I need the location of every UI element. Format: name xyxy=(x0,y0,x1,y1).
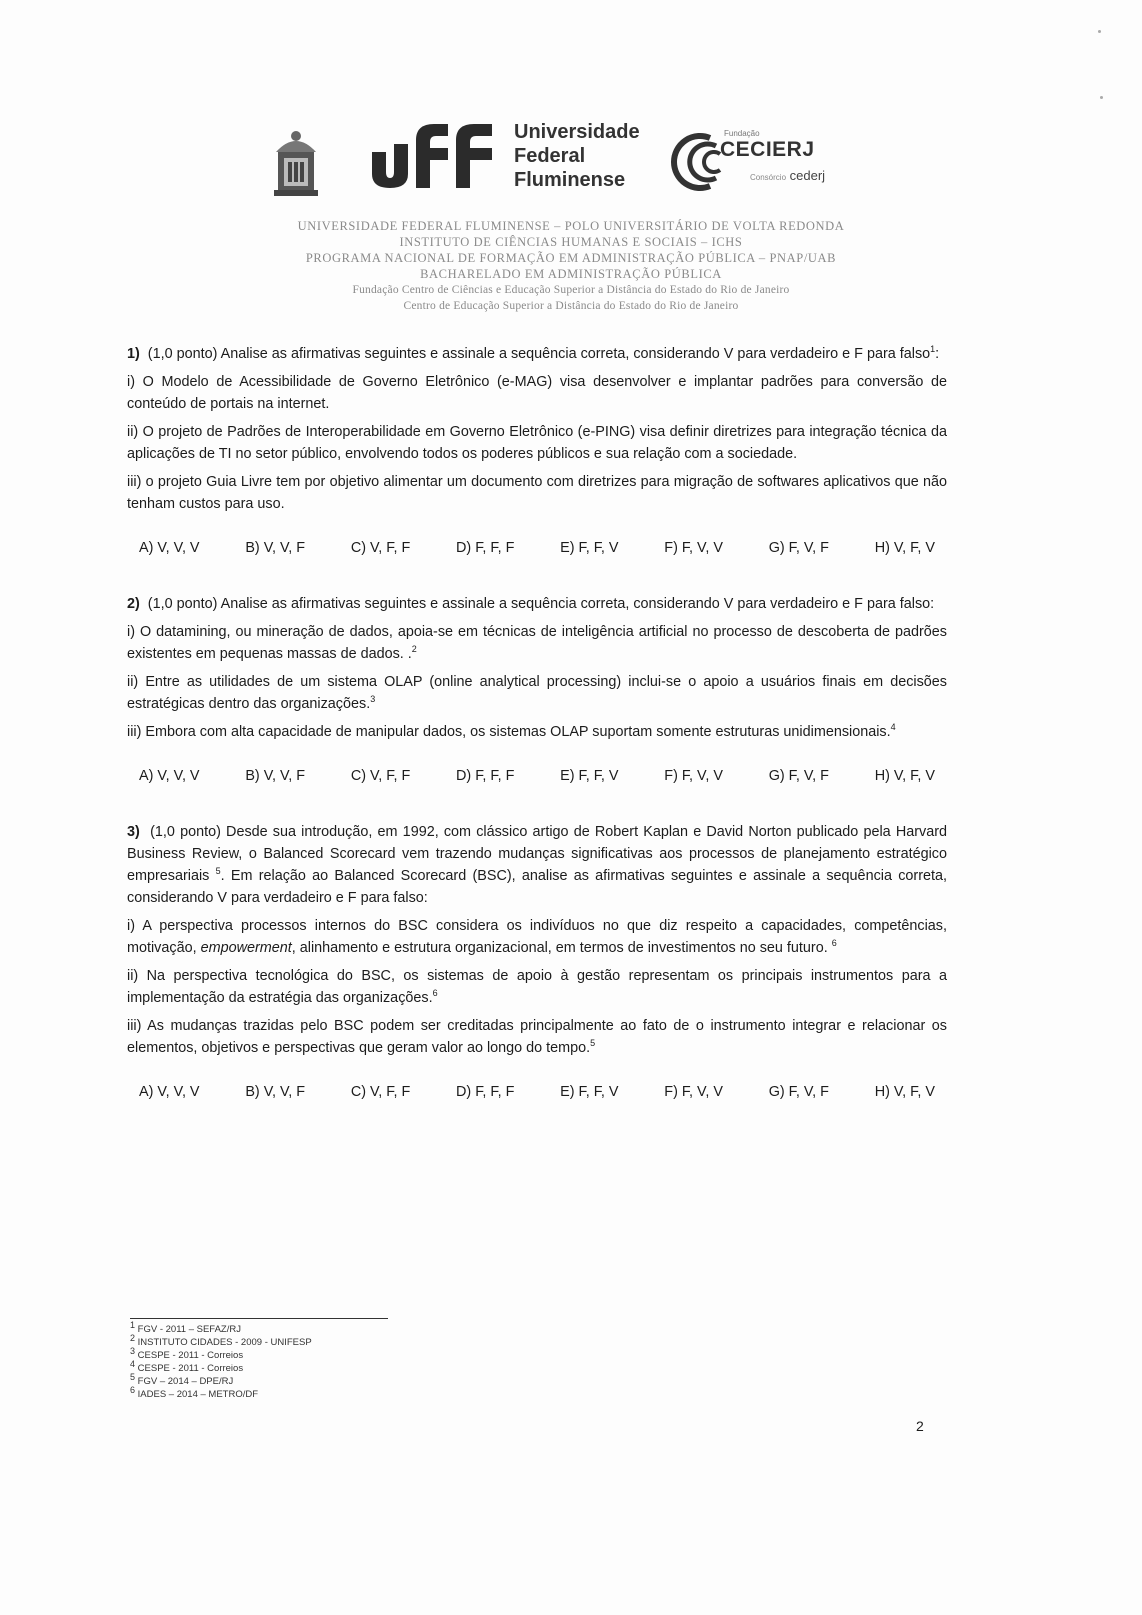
question-intro-text: (1,0 ponto) Analise as afirmativas seguintes e assinale a sequência correta, considerando V para verdadeiro e F para falso: xyxy=(147,596,935,612)
answer-options xyxy=(127,1081,947,1103)
cederj-prefix: Consórcio xyxy=(750,173,787,182)
footnote xyxy=(130,1345,312,1362)
option-d[interactable]: D) F, F, F xyxy=(456,768,515,784)
option-e[interactable]: E) F, F, V xyxy=(560,1084,619,1100)
statement xyxy=(127,471,947,515)
statement xyxy=(127,915,947,959)
institution-line: UNIVERSIDADE FEDERAL FLUMINENSE – POLO UNIVERSITÁRIO DE VOLTA REDONDA xyxy=(297,219,845,233)
university-name-line: Universidade xyxy=(514,121,640,143)
question-2 xyxy=(127,593,947,787)
footnote-ref: 3 xyxy=(370,694,376,705)
option-f[interactable]: F) F, V, V xyxy=(664,768,723,784)
footnote-ref: 5 xyxy=(215,866,221,877)
option-a[interactable]: A) V, V, V xyxy=(139,540,200,556)
option-f[interactable]: F) F, V, V xyxy=(664,1084,723,1100)
option-g[interactable]: G) F, V, F xyxy=(768,768,829,784)
option-c[interactable]: C) V, F, F xyxy=(350,1084,411,1100)
institution-line: PROGRAMA NACIONAL DE FORMAÇÃO EM ADMINISTRAÇÃO PÚBLICA – PNAP/UAB xyxy=(305,251,837,265)
footnote-ref: 6 xyxy=(831,938,837,949)
university-name-line: Federal xyxy=(514,145,586,167)
option-h[interactable]: H) V, F, V xyxy=(874,540,935,556)
statement xyxy=(127,1015,947,1059)
cecierj-name: CECIERJ xyxy=(720,138,815,161)
question-intro xyxy=(127,821,947,909)
uff-logo-icon xyxy=(352,118,504,194)
footnote-ref: 2 xyxy=(411,644,417,655)
footnote xyxy=(130,1371,312,1388)
footnote xyxy=(130,1319,312,1336)
answer-options xyxy=(127,537,947,559)
footnote-text: CESPE - 2011 - Correios xyxy=(137,1350,244,1361)
option-h[interactable]: H) V, F, V xyxy=(874,768,935,784)
option-a[interactable]: A) V, V, V xyxy=(139,1084,200,1100)
option-b[interactable]: B) V, V, F xyxy=(245,768,306,784)
question-number: 3) xyxy=(127,824,140,840)
option-b[interactable]: B) V, V, F xyxy=(245,540,306,556)
scan-speck xyxy=(1100,96,1103,99)
footnote-ref: 4 xyxy=(890,722,896,733)
footnotes xyxy=(130,1319,312,1401)
footnote-divider xyxy=(130,1318,388,1319)
question-1 xyxy=(127,343,947,559)
header-logos xyxy=(0,118,1142,208)
question-intro-end: . Em relação ao Balanced Scorecard (BSC), analise as afirmativas seguintes e assinale a sequência correta, considerando V para verdadeiro e F para falso: xyxy=(127,868,947,906)
footnote xyxy=(130,1358,312,1375)
statement xyxy=(127,421,947,465)
page-number: 2 xyxy=(916,1418,924,1434)
statement xyxy=(127,721,947,743)
option-e[interactable]: E) F, F, V xyxy=(560,540,619,556)
question-number: 2) xyxy=(127,596,140,612)
cecierj-foundation-label: Fundação xyxy=(724,129,760,138)
option-b[interactable]: B) V, V, F xyxy=(245,1084,306,1100)
statement xyxy=(127,371,947,415)
footnote-text: FGV – 2014 – DPE/RJ xyxy=(137,1376,234,1387)
question-intro xyxy=(127,593,947,615)
footnote-text: INSTITUTO CIDADES - 2009 - UNIFESP xyxy=(137,1337,312,1348)
statement-text: i) O datamining, ou mineração de dados, apoia-se em técnicas de inteligência artificial no processo de descoberta de padrões existentes em pequenas massas de dados. . xyxy=(127,624,947,662)
question-intro-text: (1,0 ponto) Desde sua introdução, em 1992, com clássico artigo de Robert Kaplan e David Norton publicado pela Harvard Business Review, o Balanced Scorecard vem trazendo mudanças significativas aos processos de planejamento estratégico empresariais xyxy=(127,824,947,884)
statement-text: iii) o projeto Guia Livre tem por objetivo alimentar um documento com diretrizes para migração de softwares aplicativos que não tenham custos para uso. xyxy=(127,474,947,512)
statement xyxy=(127,621,947,665)
institution-line: INSTITUTO DE CIÊNCIAS HUMANAS E SOCIAIS – ICHS xyxy=(399,235,743,249)
option-d[interactable]: D) F, F, F xyxy=(456,540,515,556)
footnote xyxy=(130,1332,312,1349)
university-name xyxy=(514,120,640,192)
statement-emphasis: empowerment xyxy=(200,940,292,956)
footnote-number: 6 xyxy=(130,1384,136,1395)
statement xyxy=(127,671,947,715)
option-h[interactable]: H) V, F, V xyxy=(874,1084,935,1100)
question-intro xyxy=(127,343,947,365)
university-name-line: Fluminense xyxy=(514,169,626,191)
option-f[interactable]: F) F, V, V xyxy=(664,540,723,556)
scan-speck xyxy=(1098,30,1101,33)
statement-text: ii) Na perspectiva tecnológica do BSC, os sistemas de apoio à gestão representam os principais instrumentos para a implementação da estratégia das organizações. xyxy=(127,968,947,1006)
footnote-ref: 5 xyxy=(590,1038,596,1049)
footnote-text: IADES – 2014 – METRO/DF xyxy=(137,1389,259,1400)
statement-text: iii) Embora com alta capacidade de manipular dados, os sistemas OLAP suportam somente estruturas unidimensionais. xyxy=(127,724,891,740)
statement-text: i) O Modelo de Acessibilidade de Governo Eletrônico (e-MAG) visa desenvolver e implantar padrões para conversão de conteúdo de portais na internet. xyxy=(127,374,947,412)
option-d[interactable]: D) F, F, F xyxy=(456,1084,515,1100)
answer-options xyxy=(127,765,947,787)
cederj-label: cederj xyxy=(789,168,826,183)
option-c[interactable]: C) V, F, F xyxy=(350,768,411,784)
institution-line: BACHARELADO EM ADMINISTRAÇÃO PÚBLICA xyxy=(420,267,722,281)
option-c[interactable]: C) V, F, F xyxy=(350,540,411,556)
option-a[interactable]: A) V, V, V xyxy=(139,768,200,784)
university-crest-icon xyxy=(270,126,322,198)
footnote-number: 2 xyxy=(130,1332,136,1343)
footnote-number: 3 xyxy=(130,1345,136,1356)
question-number: 1) xyxy=(127,346,140,362)
institution-header xyxy=(0,218,1142,314)
footnote-text: CESPE - 2011 - Correios xyxy=(137,1363,244,1374)
question-3 xyxy=(127,821,947,1103)
option-e[interactable]: E) F, F, V xyxy=(560,768,619,784)
question-intro-end: : xyxy=(935,346,940,362)
footnote-text: FGV - 2011 – SEFAZ/RJ xyxy=(137,1324,241,1335)
footnote-ref: 6 xyxy=(432,988,438,999)
statement-text: i) A perspectiva processos internos do BSC considera os indivíduos no que diz respeito a capacidades, competências, motivação, xyxy=(127,918,947,956)
statement-text: iii) As mudanças trazidas pelo BSC podem ser creditadas principalmente ao fato de o instrumento integrar e relacionar os elementos, objetivos e perspectivas que geram valor ao longo do tempo. xyxy=(127,1018,947,1056)
cederj-name xyxy=(750,168,825,183)
option-g[interactable]: G) F, V, F xyxy=(768,1084,829,1100)
statement-text: ii) O projeto de Padrões de Interoperabilidade em Governo Eletrônico (e-PING) visa definir diretrizes para integração técnica da aplicações de TI no setor público, envolvendo todos os poderes públicos e sua relação com a sociedade. xyxy=(127,424,947,462)
statement-text: ii) Entre as utilidades de um sistema OLAP (online analytical processing) inclui-se o apoio a usuários finais em decisões estratégicas dentro das organizações. xyxy=(127,674,947,712)
questions-area xyxy=(127,343,947,1137)
question-intro-text: (1,0 ponto) Analise as afirmativas seguintes e assinale a sequência correta, considerando V para verdadeiro e F para falso xyxy=(147,346,931,362)
option-g[interactable]: G) F, V, F xyxy=(768,540,829,556)
footnote-number: 1 xyxy=(130,1319,136,1330)
foundation-line: Centro de Educação Superior a Distância do Estado do Rio de Janeiro xyxy=(403,300,739,312)
footnote-number: 4 xyxy=(130,1358,136,1369)
footnote-number: 5 xyxy=(130,1371,136,1382)
foundation-line: Fundação Centro de Ciências e Educação Superior a Distância do Estado do Rio de Janeiro xyxy=(352,284,790,296)
statement-text: , alinhamento e estrutura organizacional, em termos de investimentos no seu futuro. xyxy=(291,940,828,956)
footnote-ref: 1 xyxy=(930,344,936,355)
statement xyxy=(127,965,947,1009)
footnote xyxy=(130,1384,312,1401)
